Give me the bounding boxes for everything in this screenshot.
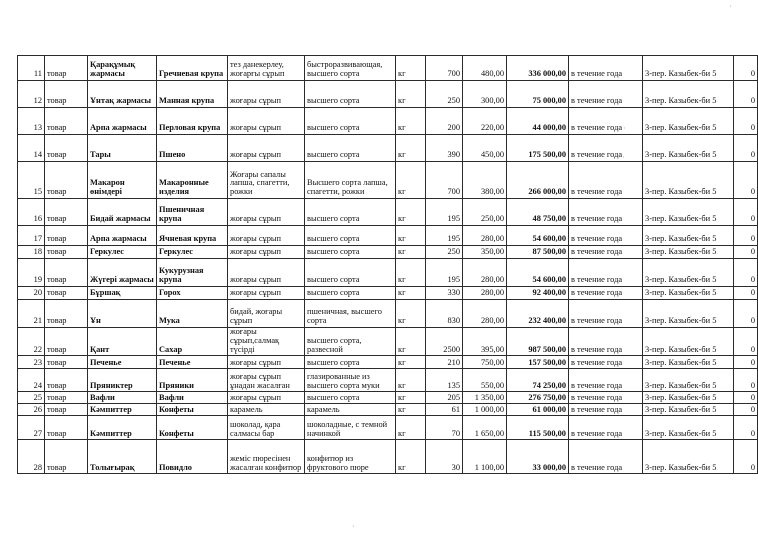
item-spec-russian-cell: высшего сорта [305, 287, 396, 300]
item-name-russian-cell: Перловая крупа [157, 108, 228, 135]
total-amount-cell: 92 400,00 [507, 287, 569, 300]
total-amount-cell: 74 250,00 [507, 369, 569, 392]
delivery-address-cell: 3-пер. Казыбек-би 5 [643, 226, 734, 246]
item-spec-russian-cell: карамель [305, 404, 396, 416]
quantity-cell: 210 [426, 356, 463, 369]
item-type-cell: товар [45, 135, 88, 162]
item-spec-kazakh-cell: бидай, жоғары сұрып [228, 300, 305, 328]
unit-of-measure-cell: кг [396, 81, 426, 108]
quantity-cell: 700 [426, 56, 463, 81]
procurement-table-body [18, 56, 758, 474]
delivery-period-cell: в течение года [569, 328, 643, 356]
quantity-cell: 195 [426, 199, 463, 226]
total-amount-cell: 44 000,00 [507, 108, 569, 135]
unit-price-cell: 450,00 [463, 135, 507, 162]
delivery-address-cell: 3-пер. Казыбек-би 5 [643, 392, 734, 404]
delivery-period-cell: в течение года [569, 440, 643, 474]
unit-of-measure-cell: кг [396, 369, 426, 392]
advance-percent-cell: 0 [734, 300, 758, 328]
unit-price-cell: 280,00 [463, 287, 507, 300]
delivery-period-cell: в течение года [569, 162, 643, 199]
unit-of-measure-cell: кг [396, 287, 426, 300]
unit-of-measure-cell: кг [396, 328, 426, 356]
quantity-cell: 330 [426, 287, 463, 300]
item-type-cell: товар [45, 416, 88, 440]
table-row [18, 135, 758, 162]
table-row [18, 259, 758, 287]
item-spec-russian-cell: быстроразвивающая, высшего сорта [305, 56, 396, 81]
unit-of-measure-cell: кг [396, 392, 426, 404]
delivery-period-cell: в течение года [569, 416, 643, 440]
item-type-cell: товар [45, 199, 88, 226]
total-amount-cell: 87 500,00 [507, 246, 569, 259]
quantity-cell: 205 [426, 392, 463, 404]
unit-of-measure-cell: кг [396, 416, 426, 440]
item-name-russian-cell: Сахар [157, 328, 228, 356]
item-name-kazakh-cell: Печенье [88, 356, 157, 369]
quantity-cell: 830 [426, 300, 463, 328]
table-row [18, 199, 758, 226]
advance-percent-cell: 0 [734, 199, 758, 226]
row-number-cell: 15 [18, 162, 45, 199]
item-spec-kazakh-cell: жоғары сұрып,салмақ түсірді [228, 328, 305, 356]
table-row [18, 246, 758, 259]
table-row [18, 287, 758, 300]
item-spec-russian-cell: Высшего сорта лапша, спагетти, рожки [305, 162, 396, 199]
unit-price-cell: 395,00 [463, 328, 507, 356]
item-name-russian-cell: Гречневая крупа [157, 56, 228, 81]
delivery-period-cell: в течение года [569, 108, 643, 135]
table-row [18, 108, 758, 135]
item-name-russian-cell: Вафли [157, 392, 228, 404]
item-spec-russian-cell: высшего сорта [305, 81, 396, 108]
total-amount-cell: 48 750,00 [507, 199, 569, 226]
unit-of-measure-cell: кг [396, 226, 426, 246]
total-amount-cell: 336 000,00 [507, 56, 569, 81]
item-spec-russian-cell: высшего сорта [305, 108, 396, 135]
item-spec-kazakh-cell: жоғары сұрып [228, 246, 305, 259]
item-spec-kazakh-cell: жоғары сұрып ұнадан жасалған [228, 369, 305, 392]
item-name-russian-cell: Ячневая крупа [157, 226, 228, 246]
total-amount-cell: 75 000,00 [507, 81, 569, 108]
row-number-cell: 25 [18, 392, 45, 404]
table-row [18, 226, 758, 246]
unit-price-cell: 300,00 [463, 81, 507, 108]
row-number-cell: 13 [18, 108, 45, 135]
item-name-kazakh-cell: Қант [88, 328, 157, 356]
unit-price-cell: 550,00 [463, 369, 507, 392]
advance-percent-cell: 0 [734, 328, 758, 356]
unit-of-measure-cell: кг [396, 199, 426, 226]
total-amount-cell: 232 400,00 [507, 300, 569, 328]
advance-percent-cell: 0 [734, 392, 758, 404]
unit-price-cell: 1 350,00 [463, 392, 507, 404]
delivery-period-cell: в течение года [569, 404, 643, 416]
total-amount-cell: 33 000,00 [507, 440, 569, 474]
delivery-address-cell: 3-пер. Казыбек-би 5 [643, 81, 734, 108]
delivery-address-cell: 3-пер. Казыбек-би 5 [643, 259, 734, 287]
item-spec-kazakh-cell: жоғары сұрып [228, 392, 305, 404]
item-spec-kazakh-cell: тез данекерлеу, жоғарғы сұрып [228, 56, 305, 81]
unit-price-cell: 280,00 [463, 259, 507, 287]
advance-percent-cell: 0 [734, 56, 758, 81]
quantity-cell: 195 [426, 226, 463, 246]
quantity-cell: 250 [426, 81, 463, 108]
total-amount-cell: 276 750,00 [507, 392, 569, 404]
item-name-kazakh-cell: Бұршақ [88, 287, 157, 300]
delivery-address-cell: 3-пер. Казыбек-би 5 [643, 404, 734, 416]
item-name-russian-cell: Горох [157, 287, 228, 300]
item-spec-kazakh-cell: жоғары сұрып [228, 135, 305, 162]
item-name-russian-cell: Пряники [157, 369, 228, 392]
delivery-address-cell: 3-пер. Казыбек-би 5 [643, 246, 734, 259]
delivery-period-cell: в течение года [569, 199, 643, 226]
unit-of-measure-cell: кг [396, 259, 426, 287]
delivery-address-cell: 3-пер. Казыбек-би 5 [643, 108, 734, 135]
delivery-address-cell: 3-пер. Казыбек-би 5 [643, 199, 734, 226]
row-number-cell: 23 [18, 356, 45, 369]
unit-price-cell: 1 650,00 [463, 416, 507, 440]
delivery-address-cell: 3-пер. Казыбек-би 5 [643, 56, 734, 81]
unit-of-measure-cell: кг [396, 404, 426, 416]
delivery-period-cell: в течение года [569, 287, 643, 300]
item-spec-russian-cell: глазированные из высшего сорта муки [305, 369, 396, 392]
unit-price-cell: 350,00 [463, 246, 507, 259]
delivery-address-cell: 3-пер. Казыбек-би 5 [643, 287, 734, 300]
advance-percent-cell: 0 [734, 135, 758, 162]
table-row [18, 440, 758, 474]
unit-price-cell: 1 000,00 [463, 404, 507, 416]
delivery-period-cell: в течение года [569, 356, 643, 369]
item-name-kazakh-cell: Тары [88, 135, 157, 162]
quantity-cell: 2500 [426, 328, 463, 356]
quantity-cell: 195 [426, 259, 463, 287]
item-spec-kazakh-cell: жоғары сұрып [228, 108, 305, 135]
total-amount-cell: 175 500,00 [507, 135, 569, 162]
row-number-cell: 26 [18, 404, 45, 416]
scan-speck: · [622, 153, 625, 162]
total-amount-cell: 54 600,00 [507, 259, 569, 287]
item-name-kazakh-cell: Макарон өнімдері [88, 162, 157, 199]
unit-of-measure-cell: кг [396, 246, 426, 259]
delivery-period-cell: в течение года [569, 259, 643, 287]
item-name-russian-cell: Геркулес [157, 246, 228, 259]
table-row [18, 300, 758, 328]
row-number-cell: 11 [18, 56, 45, 81]
item-name-kazakh-cell: Арпа жармасы [88, 226, 157, 246]
row-number-cell: 21 [18, 300, 45, 328]
delivery-period-cell: в течение года [569, 392, 643, 404]
delivery-address-cell: 3-пер. Казыбек-би 5 [643, 162, 734, 199]
item-name-russian-cell: Мука [157, 300, 228, 328]
unit-of-measure-cell: кг [396, 300, 426, 328]
delivery-address-cell: 3-пер. Казыбек-би 5 [643, 135, 734, 162]
item-name-kazakh-cell: Кәмпиттер [88, 416, 157, 440]
delivery-address-cell: 3-пер. Казыбек-би 5 [643, 416, 734, 440]
delivery-period-cell: в течение года [569, 226, 643, 246]
item-type-cell: товар [45, 328, 88, 356]
row-number-cell: 14 [18, 135, 45, 162]
item-type-cell: товар [45, 81, 88, 108]
item-name-russian-cell: Макаронные изделия [157, 162, 228, 199]
advance-percent-cell: 0 [734, 259, 758, 287]
item-name-kazakh-cell: Вафли [88, 392, 157, 404]
delivery-period-cell: в течение года [569, 56, 643, 81]
delivery-address-cell: 3-пер. Казыбек-би 5 [643, 356, 734, 369]
quantity-cell: 390 [426, 135, 463, 162]
item-spec-russian-cell: высшего сорта [305, 246, 396, 259]
unit-of-measure-cell: кг [396, 440, 426, 474]
row-number-cell: 24 [18, 369, 45, 392]
item-spec-russian-cell: высшего сорта [305, 135, 396, 162]
advance-percent-cell: 0 [734, 81, 758, 108]
advance-percent-cell: 0 [734, 226, 758, 246]
total-amount-cell: 266 000,00 [507, 162, 569, 199]
delivery-address-cell: 3-пер. Казыбек-би 5 [643, 369, 734, 392]
item-type-cell: товар [45, 108, 88, 135]
item-name-kazakh-cell: Геркулес [88, 246, 157, 259]
item-spec-russian-cell: конфитюр из фруктового пюре [305, 440, 396, 474]
quantity-cell: 700 [426, 162, 463, 199]
table-row [18, 416, 758, 440]
item-type-cell: товар [45, 392, 88, 404]
item-type-cell: товар [45, 356, 88, 369]
item-name-russian-cell: Печенье [157, 356, 228, 369]
row-number-cell: 20 [18, 287, 45, 300]
item-name-russian-cell: Повидло [157, 440, 228, 474]
table-row [18, 328, 758, 356]
table-row [18, 81, 758, 108]
unit-of-measure-cell: кг [396, 356, 426, 369]
scan-speck: · [352, 522, 355, 531]
item-spec-kazakh-cell: жоғары сұрып [228, 287, 305, 300]
row-number-cell: 18 [18, 246, 45, 259]
unit-of-measure-cell: кг [396, 56, 426, 81]
item-spec-russian-cell: высшего сорта [305, 356, 396, 369]
row-number-cell: 12 [18, 81, 45, 108]
item-name-russian-cell: Конфеты [157, 416, 228, 440]
item-name-russian-cell: Манная крупа [157, 81, 228, 108]
item-spec-kazakh-cell: шоколад, қара салмасы бар [228, 416, 305, 440]
scan-speck: · [623, 124, 626, 133]
unit-price-cell: 220,00 [463, 108, 507, 135]
unit-of-measure-cell: кг [396, 162, 426, 199]
delivery-address-cell: 3-пер. Казыбек-би 5 [643, 440, 734, 474]
item-spec-kazakh-cell: жоғары сұрып [228, 356, 305, 369]
item-spec-russian-cell: высшего сорта [305, 199, 396, 226]
row-number-cell: 16 [18, 199, 45, 226]
item-type-cell: товар [45, 287, 88, 300]
advance-percent-cell: 0 [734, 369, 758, 392]
item-name-russian-cell: Пшеничная крупа [157, 199, 228, 226]
item-name-kazakh-cell: Жүгері жармасы [88, 259, 157, 287]
item-spec-russian-cell: шоколадные, с темной начинкой [305, 416, 396, 440]
advance-percent-cell: 0 [734, 416, 758, 440]
item-type-cell: товар [45, 56, 88, 81]
item-name-kazakh-cell: Арпа жармасы [88, 108, 157, 135]
item-spec-russian-cell: высшего сорта [305, 259, 396, 287]
table-row [18, 162, 758, 199]
item-spec-kazakh-cell: Жоғары сапалы лапша, спагетти, рожки [228, 162, 305, 199]
item-spec-kazakh-cell: жоғары сұрып [228, 199, 305, 226]
item-spec-kazakh-cell: жоғары сұрып [228, 226, 305, 246]
advance-percent-cell: 0 [734, 108, 758, 135]
unit-price-cell: 250,00 [463, 199, 507, 226]
item-name-russian-cell: Пшено [157, 135, 228, 162]
unit-price-cell: 1 100,00 [463, 440, 507, 474]
item-type-cell: товар [45, 300, 88, 328]
quantity-cell: 61 [426, 404, 463, 416]
advance-percent-cell: 0 [734, 440, 758, 474]
advance-percent-cell: 0 [734, 246, 758, 259]
item-spec-kazakh-cell: жеміс пюресінен жасалған конфитюр [228, 440, 305, 474]
unit-price-cell: 750,00 [463, 356, 507, 369]
total-amount-cell: 987 500,00 [507, 328, 569, 356]
row-number-cell: 28 [18, 440, 45, 474]
item-type-cell: товар [45, 259, 88, 287]
unit-price-cell: 280,00 [463, 226, 507, 246]
item-spec-kazakh-cell: карамель [228, 404, 305, 416]
total-amount-cell: 115 500,00 [507, 416, 569, 440]
delivery-period-cell: в течение года [569, 369, 643, 392]
item-name-kazakh-cell: Кәмпиттер [88, 404, 157, 416]
unit-of-measure-cell: кг [396, 135, 426, 162]
delivery-period-cell: в течение года [569, 81, 643, 108]
item-name-kazakh-cell: Ұнтақ жармасы [88, 81, 157, 108]
quantity-cell: 70 [426, 416, 463, 440]
item-type-cell: товар [45, 369, 88, 392]
item-name-kazakh-cell: Ұн [88, 300, 157, 328]
item-type-cell: товар [45, 440, 88, 474]
quantity-cell: 250 [426, 246, 463, 259]
table-row [18, 56, 758, 81]
unit-price-cell: 280,00 [463, 300, 507, 328]
table-row [18, 369, 758, 392]
delivery-period-cell: в течение года [569, 135, 643, 162]
item-name-russian-cell: Конфеты [157, 404, 228, 416]
item-spec-russian-cell: высшего сорта [305, 392, 396, 404]
quantity-cell: 135 [426, 369, 463, 392]
quantity-cell: 200 [426, 108, 463, 135]
advance-percent-cell: 0 [734, 162, 758, 199]
item-spec-russian-cell: пшеничная, высшего сорта [305, 300, 396, 328]
item-name-kazakh-cell: Толығырақ [88, 440, 157, 474]
total-amount-cell: 157 500,00 [507, 356, 569, 369]
row-number-cell: 22 [18, 328, 45, 356]
item-type-cell: товар [45, 162, 88, 199]
delivery-period-cell: в течение года [569, 300, 643, 328]
unit-of-measure-cell: кг [396, 108, 426, 135]
quantity-cell: 30 [426, 440, 463, 474]
item-spec-kazakh-cell: жоғары сұрып [228, 259, 305, 287]
row-number-cell: 27 [18, 416, 45, 440]
item-spec-russian-cell: высшего сорта [305, 226, 396, 246]
delivery-period-cell: в течение года [569, 246, 643, 259]
total-amount-cell: 54 600,00 [507, 226, 569, 246]
row-number-cell: 19 [18, 259, 45, 287]
delivery-address-cell: 3-пер. Казыбек-би 5 [643, 300, 734, 328]
table-row [18, 356, 758, 369]
item-spec-kazakh-cell: жоғары сұрып [228, 81, 305, 108]
total-amount-cell: 61 000,00 [507, 404, 569, 416]
advance-percent-cell: 0 [734, 404, 758, 416]
item-type-cell: товар [45, 404, 88, 416]
table-row [18, 392, 758, 404]
item-type-cell: товар [45, 246, 88, 259]
row-number-cell: 17 [18, 226, 45, 246]
item-name-kazakh-cell: Қарақұмық жармасы [88, 56, 157, 81]
delivery-address-cell: 3-пер. Казыбек-би 5 [643, 328, 734, 356]
advance-percent-cell: 0 [734, 287, 758, 300]
unit-price-cell: 480,00 [463, 56, 507, 81]
item-type-cell: товар [45, 226, 88, 246]
unit-price-cell: 380,00 [463, 162, 507, 199]
procurement-table [17, 55, 758, 474]
scan-speck: · [729, 2, 732, 11]
item-name-kazakh-cell: Бидай жармасы [88, 199, 157, 226]
advance-percent-cell: 0 [734, 356, 758, 369]
item-name-russian-cell: Кукурузная крупа [157, 259, 228, 287]
table-row [18, 404, 758, 416]
item-name-kazakh-cell: Пряниктер [88, 369, 157, 392]
item-spec-russian-cell: высшего сорта, развесной [305, 328, 396, 356]
